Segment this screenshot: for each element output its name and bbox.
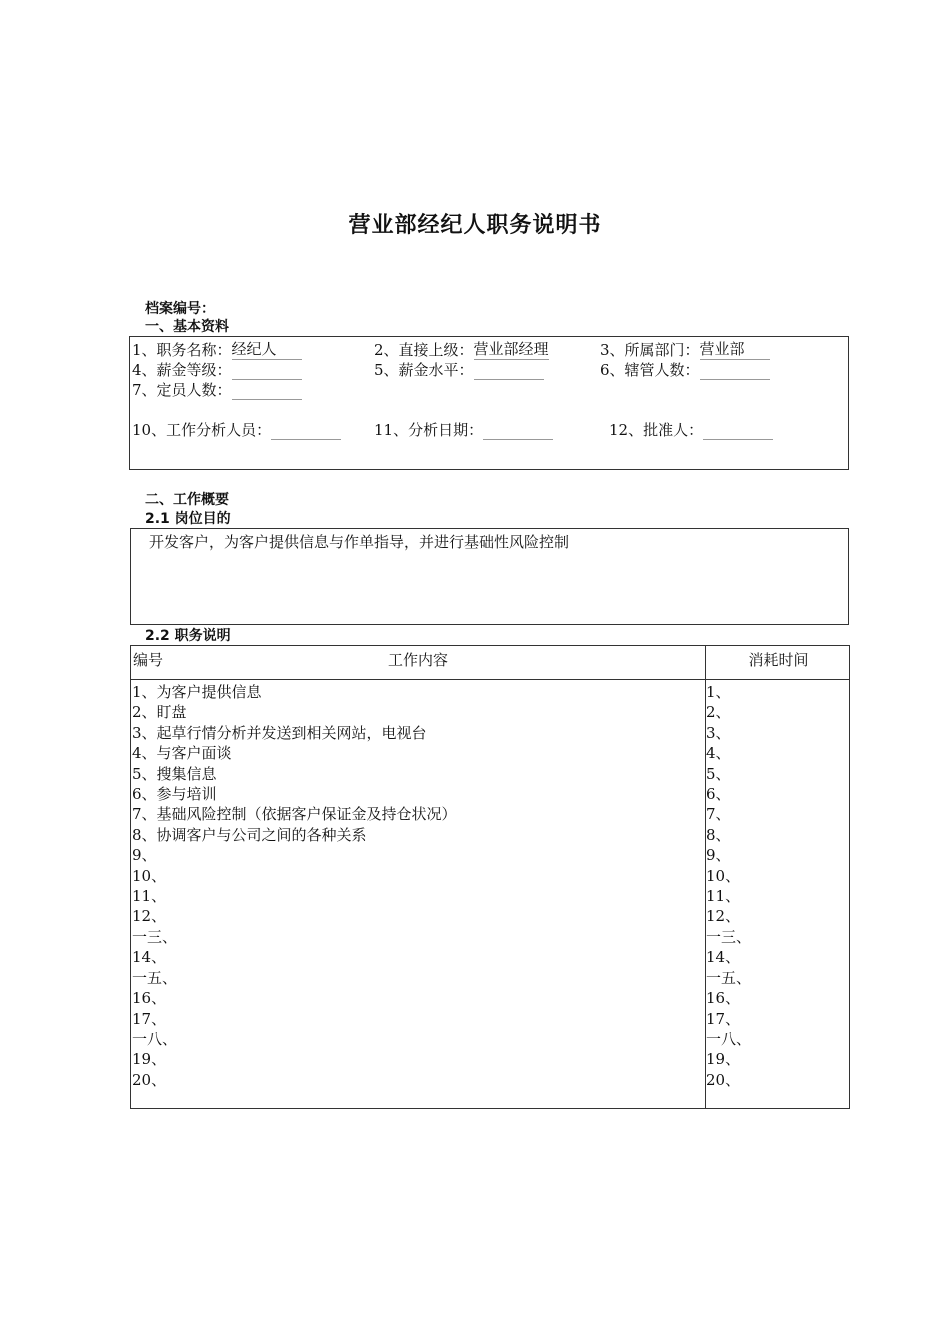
table-row-content: 5、搜集信息 xyxy=(132,764,217,783)
table-row-content: 4、与客户面谈 xyxy=(132,744,232,763)
table-row-time[interactable]: 17、 xyxy=(706,1009,741,1028)
field-label: 2、直接上级： xyxy=(374,341,474,359)
field-analysis-date xyxy=(374,420,553,440)
table-row-content: 6、参与培训 xyxy=(132,785,217,804)
field-value-job-title[interactable]: 经纪人 xyxy=(232,340,302,360)
field-department xyxy=(600,340,770,360)
table-row-content: 8、协调客户与公司之间的各种关系 xyxy=(132,825,367,844)
section-basic-info-heading: 一、基本资料 xyxy=(145,319,229,335)
time-rows xyxy=(706,682,751,1090)
table-row-content: 12、 xyxy=(132,907,167,926)
table-row-time[interactable]: 2、 xyxy=(706,703,731,722)
section-overview-heading: 二、工作概要 xyxy=(145,492,229,508)
purpose-box xyxy=(130,528,849,625)
duties-heading: 2.2 职务说明 xyxy=(145,628,231,644)
table-row-content: 9、 xyxy=(132,846,157,865)
field-analyst xyxy=(132,420,341,440)
field-value-analyst[interactable] xyxy=(271,439,341,440)
table-row-time[interactable]: 5、 xyxy=(706,764,731,783)
col-header-no: 编号 xyxy=(133,651,164,669)
table-row-time[interactable]: 14、 xyxy=(706,948,741,967)
purpose-heading: 2.1 岗位目的 xyxy=(145,511,231,527)
table-row-content: 2、盯盘 xyxy=(132,703,187,722)
field-label: 5、薪金水平： xyxy=(374,361,474,379)
table-row-time[interactable]: 9、 xyxy=(706,846,731,865)
field-label: 11、分析日期： xyxy=(374,421,484,439)
table-header-divider xyxy=(131,679,849,680)
table-row-time[interactable]: 19、 xyxy=(706,1050,741,1069)
field-label: 6、辖管人数： xyxy=(600,361,700,379)
col-header-time: 消耗时间 xyxy=(748,651,809,669)
field-salary-level xyxy=(374,360,544,380)
table-row-content: 一八、 xyxy=(132,1029,178,1048)
table-row-content: 19、 xyxy=(132,1050,167,1069)
table-row-time[interactable]: 一五、 xyxy=(706,968,752,987)
table-row-time[interactable]: 12、 xyxy=(706,907,741,926)
field-value-department[interactable]: 营业部 xyxy=(700,340,770,360)
table-row-content: 1、为客户提供信息 xyxy=(132,683,262,701)
table-row-content: 20、 xyxy=(132,1070,167,1089)
field-label: 10、工作分析人员： xyxy=(132,421,272,439)
field-salary-grade xyxy=(132,360,302,380)
table-row-content: 10、 xyxy=(132,866,167,885)
table-row-content: 一三、 xyxy=(132,927,178,946)
table-row-time[interactable]: 20、 xyxy=(706,1070,741,1089)
table-row-time[interactable]: 一八、 xyxy=(706,1029,752,1048)
field-direct-superior xyxy=(374,340,549,360)
file-number-label: 档案编号： xyxy=(145,301,215,317)
field-managed-count xyxy=(600,360,770,380)
field-label: 4、薪金等级： xyxy=(132,361,232,379)
duties-table xyxy=(130,645,850,1109)
table-row-time[interactable]: 4、 xyxy=(706,744,731,763)
table-row-time[interactable]: 10、 xyxy=(706,866,741,885)
table-row-time[interactable]: 3、 xyxy=(706,723,731,742)
table-row-time[interactable]: 7、 xyxy=(706,805,731,824)
field-approver xyxy=(609,420,773,440)
field-value-managed-count[interactable] xyxy=(700,379,770,380)
field-job-title xyxy=(132,340,302,360)
field-value-direct-superior[interactable]: 营业部经理 xyxy=(473,340,549,358)
table-row-time[interactable]: 8、 xyxy=(706,825,731,844)
field-value-approver[interactable] xyxy=(703,439,773,440)
table-row-content: 16、 xyxy=(132,989,167,1008)
table-row-content: 3、起草行情分析并发送到相关网站，电视台 xyxy=(132,723,427,742)
field-label: 3、所属部门： xyxy=(600,341,700,359)
field-value-analysis-date[interactable] xyxy=(483,439,553,440)
field-value-salary-level[interactable] xyxy=(474,379,544,380)
table-row-time[interactable]: 16、 xyxy=(706,989,741,1008)
table-row-time[interactable]: 6、 xyxy=(706,785,731,804)
field-headcount xyxy=(132,380,302,400)
table-row-time[interactable]: 1、 xyxy=(706,683,731,701)
table-row-content: 11、 xyxy=(132,887,167,906)
field-label: 7、定员人数： xyxy=(132,381,232,399)
col-header-content: 工作内容 xyxy=(387,651,448,669)
table-row-content: 一五、 xyxy=(132,968,178,987)
content-rows xyxy=(132,682,457,1090)
table-row-time[interactable]: 一三、 xyxy=(706,927,752,946)
basic-info-box xyxy=(129,336,849,470)
field-label: 1、职务名称： xyxy=(132,341,232,359)
table-row-content: 7、基础风险控制（依据客户保证金及持仓状况） xyxy=(132,805,457,824)
table-row-content: 17、 xyxy=(132,1009,167,1028)
field-value-headcount[interactable] xyxy=(232,399,302,400)
purpose-text: 开发客户，为客户提供信息与作单指导，并进行基础性风险控制 xyxy=(149,533,570,551)
table-row-content: 14、 xyxy=(132,948,167,967)
page-title: 营业部经纪人职务说明书 xyxy=(348,213,602,238)
field-label: 12、批准人： xyxy=(609,421,704,439)
table-row-time[interactable]: 11、 xyxy=(706,887,741,906)
